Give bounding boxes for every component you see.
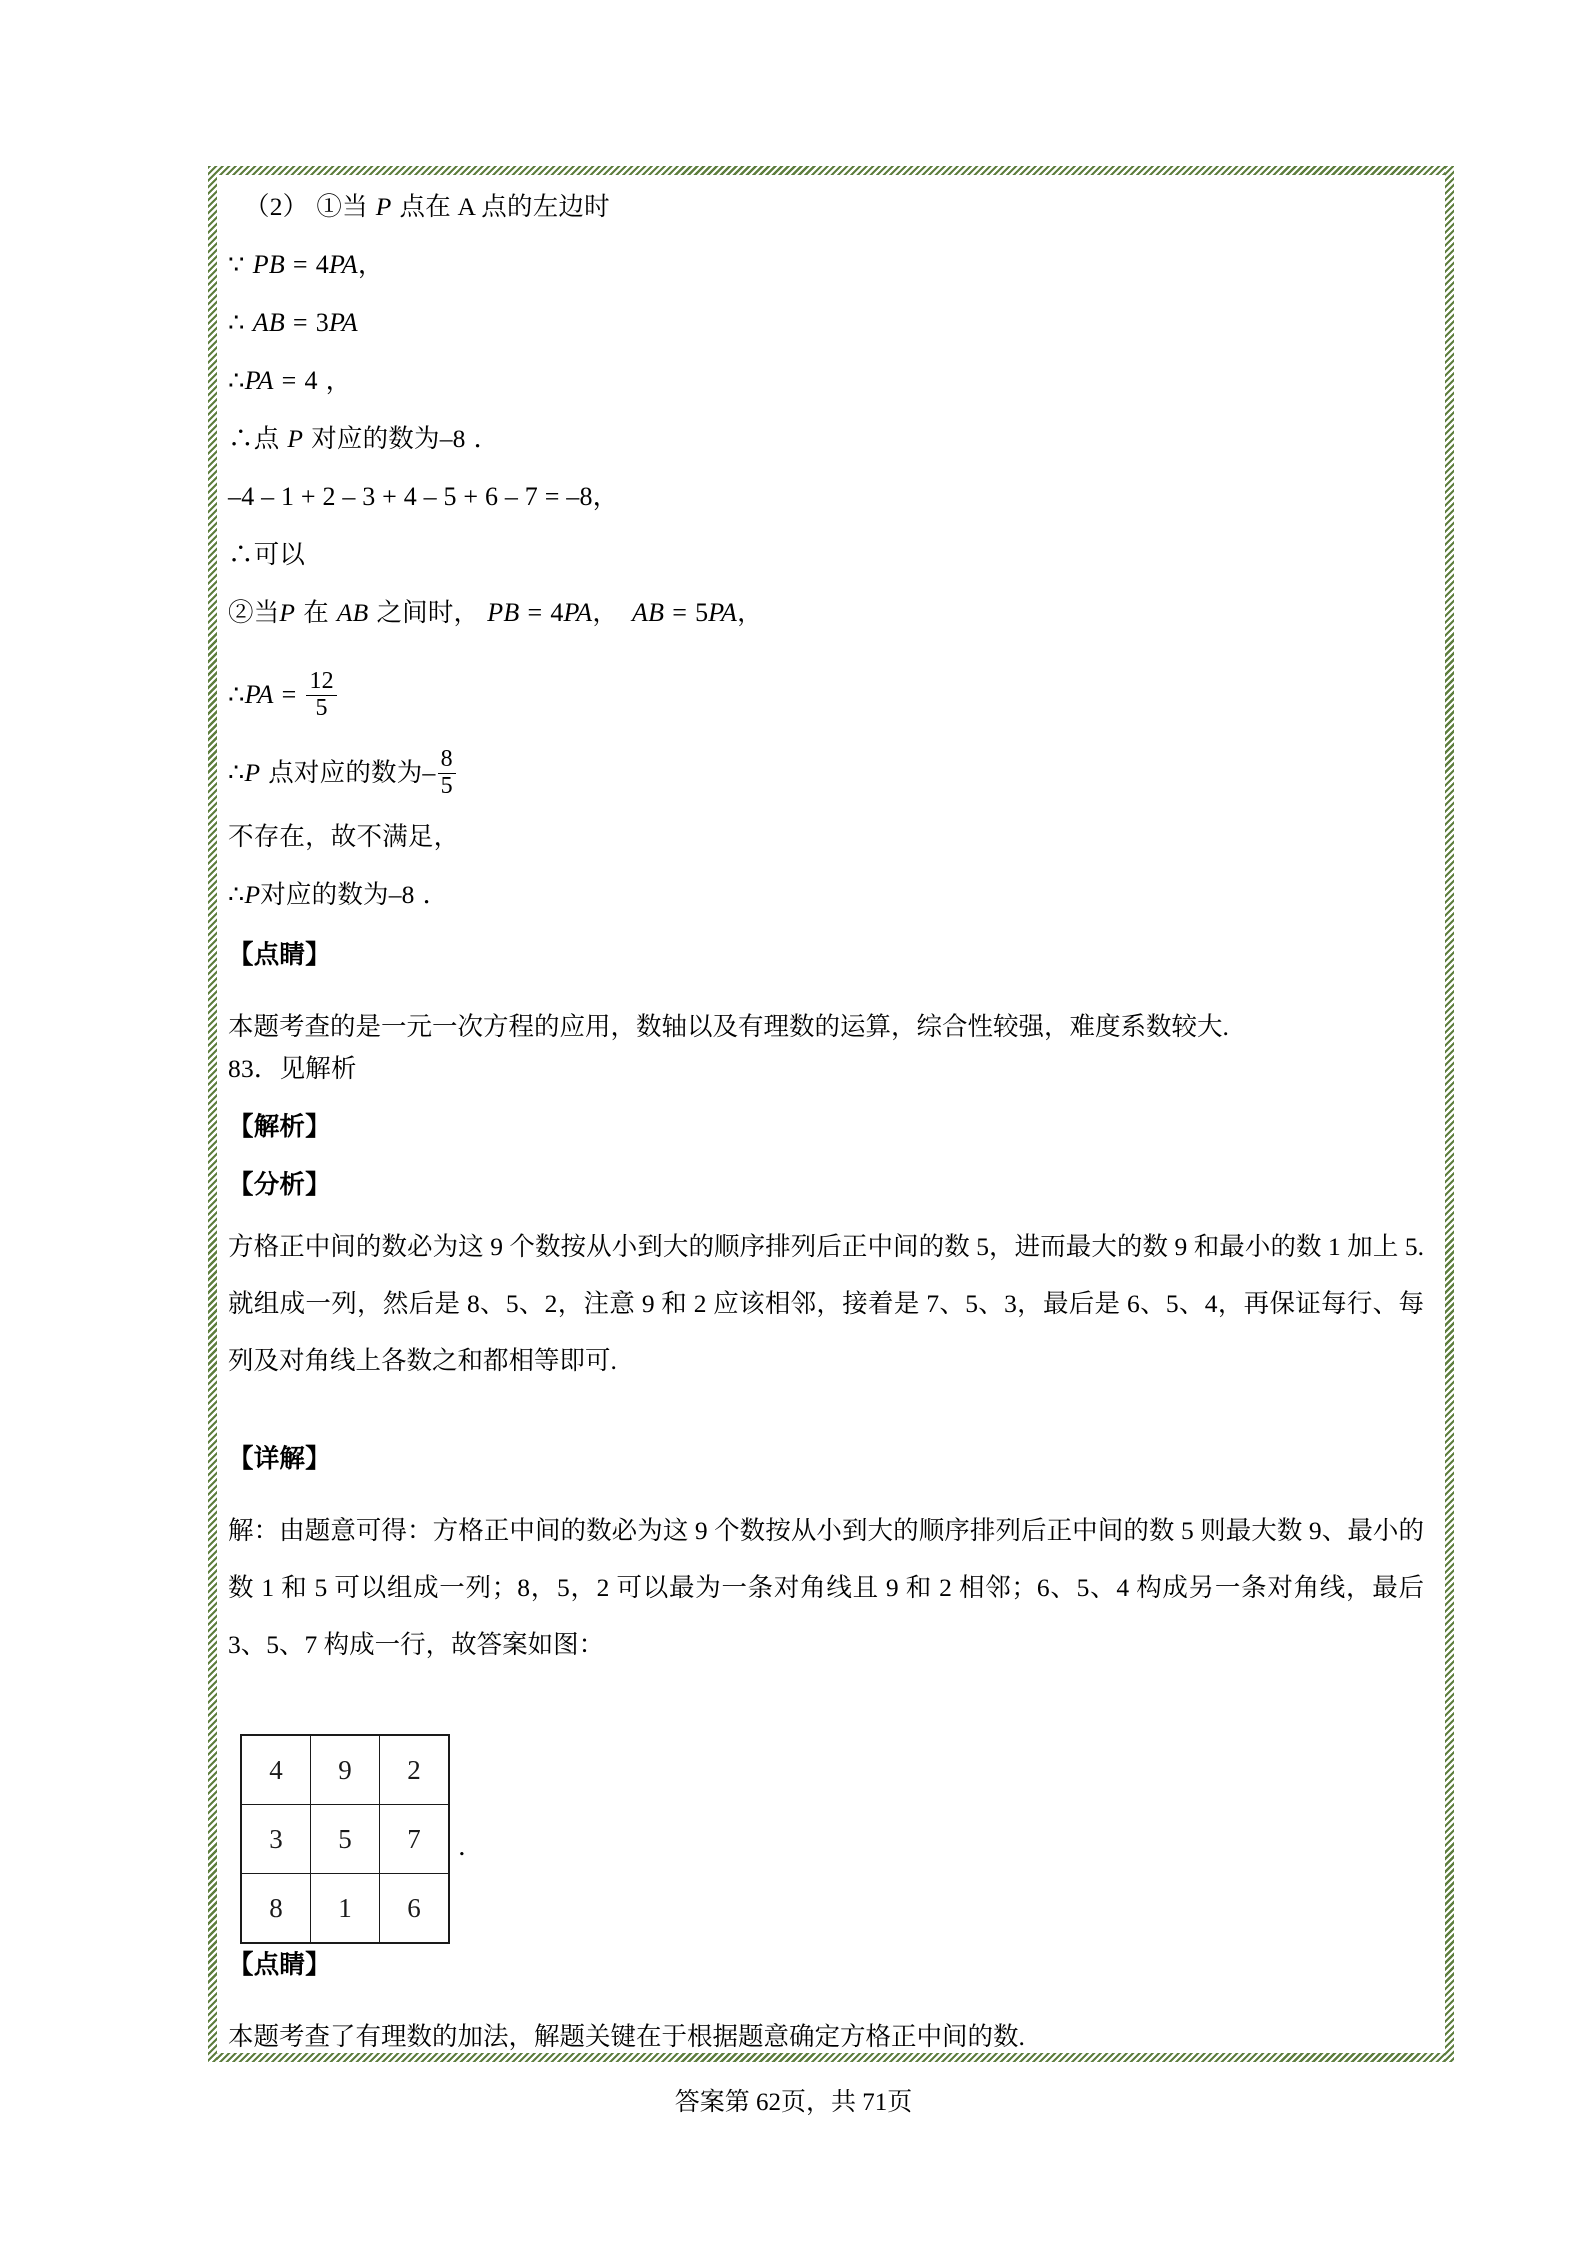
circled-two: ②: [228, 598, 254, 627]
eq2-comma: ，: [737, 598, 763, 627]
point-period: ．: [473, 424, 500, 453]
line-case2-heading: [228, 600, 763, 626]
case2-tail: 之间时，: [376, 598, 480, 627]
fraction-8-over-5: [438, 747, 456, 798]
case1-intro: 当: [342, 192, 368, 221]
eq-rhs-var: PA: [329, 308, 358, 337]
eq-op: =: [527, 598, 543, 627]
point-mid-text: 对应的数为: [311, 424, 440, 453]
because-symbol: ∵: [228, 250, 245, 279]
jiexi-label: 【解析】: [228, 1112, 331, 1141]
line-sum-expression: [228, 484, 619, 510]
therefore-symbol: ∴: [228, 679, 245, 709]
paragraph-dianjing-1-body: [228, 998, 1424, 1055]
line-therefore-AB-3PA: [228, 310, 358, 336]
eq2-lhs: AB: [632, 598, 665, 627]
cell-r2c3: 7: [380, 1805, 450, 1874]
eq-lhs: PA: [244, 366, 274, 395]
var-P: P: [244, 758, 261, 788]
line-point-P-value: [228, 426, 499, 452]
page-content: [226, 180, 1434, 2051]
xiangjie-label: 【详解】: [228, 1444, 331, 1473]
dianjing-label: 【点睛】: [228, 940, 331, 969]
final-P-text: 对应的数为: [260, 880, 389, 909]
art-border-right-edge: [1445, 166, 1454, 2062]
cell-r2c1: 3: [241, 1805, 311, 1874]
var-P: P: [375, 192, 392, 221]
fraction-numerator: 8: [440, 746, 453, 773]
section-heading-jiexi: [228, 1114, 331, 1140]
case2-mid: 在: [303, 598, 329, 627]
eq-comma: ，: [325, 366, 352, 395]
dianjing-2-label: 【点睛】: [228, 1950, 331, 1979]
therefore-symbol: ∴: [228, 540, 254, 569]
eq-lhs: PA: [244, 679, 274, 709]
dianjing-2-text: 本题考查了有理数的加法，解题关键在于根据题意确定方格正中间的数.: [228, 2022, 1025, 2051]
cell-r1c2: 9: [311, 1735, 380, 1805]
step-label: （2）: [244, 192, 309, 221]
section-heading-xiangjie: [228, 1446, 331, 1472]
eq-comma: ，: [357, 250, 385, 279]
line-because-PB-4PA: [228, 252, 384, 278]
art-border-top-edge: [208, 166, 1454, 175]
eq-lhs: PB: [252, 250, 285, 279]
final-P-value: –8: [388, 880, 415, 909]
therefore-symbol: ∴: [228, 758, 245, 788]
magic-square-trailing-period: ．: [458, 1834, 484, 1861]
eq2-rhs-var: PA: [708, 598, 738, 627]
sum-expression: –4 – 1 + 2 – 3 + 4 – 5 + 6 – 7 = –8: [228, 482, 593, 511]
paragraph-dianjing-2-body: [228, 2008, 1424, 2065]
eq-rhs-var: PA: [329, 250, 358, 279]
case2-intro: 当: [253, 598, 280, 627]
magic-square-table: [240, 1734, 450, 1944]
keyi-text: 可以: [253, 540, 306, 569]
cell-r1c3: 2: [380, 1735, 450, 1805]
line-P-value-fraction: [228, 746, 458, 801]
section-heading-fenxi: [228, 1172, 331, 1198]
cell-r1c1: 4: [241, 1735, 311, 1805]
table-row: [241, 1735, 449, 1805]
fraction-numerator: 12: [309, 668, 334, 695]
eq-lhs: PB: [487, 598, 520, 627]
fraction-denominator: 5: [306, 695, 336, 721]
art-border-left-edge: [208, 166, 217, 2062]
paragraph-fenxi-body: [228, 1218, 1424, 1389]
therefore-symbol: ∴: [228, 880, 245, 909]
var-P: P: [287, 424, 304, 453]
eq-lhs: AB: [252, 308, 285, 337]
point-prefix: 点: [253, 424, 280, 453]
therefore-symbol: ∴: [228, 308, 245, 337]
xiangjie-body-text: 解：由题意可得：方格正中间的数必为这 9 个数按从小到大的顺序排列后正中间的数 5 则最大数 9、最小的数 1 和 5 可以组成一列；8，5，2 可以最为一条对角线且 9 和 2 相邻；6、5、4 构成另一条对角线，最后 3、5、7 构成一行，故答案如图：: [228, 1516, 1424, 1659]
line-final-P-value: [228, 882, 448, 908]
eq-coefficient: 3: [315, 308, 329, 337]
circled-one: ①: [316, 192, 343, 221]
page-footer: [0, 2082, 1587, 2118]
line-case1-heading: [244, 194, 610, 220]
footer-page-text: 答案第 62页，共 71页: [674, 2089, 913, 2116]
therefore-symbol: ∴: [228, 366, 245, 395]
table-row: [241, 1874, 449, 1944]
cell-r3c3: 6: [380, 1874, 450, 1944]
line-PA-equals-fraction: [228, 668, 339, 723]
therefore-symbol: ∴: [228, 424, 254, 453]
fraction-12-over-5: [306, 669, 336, 720]
eq-coefficient: 4: [315, 250, 329, 279]
eq2-coefficient: 5: [695, 598, 709, 627]
var-P: P: [244, 880, 261, 909]
P-value-text: 点对应的数为: [268, 758, 423, 788]
eq-op: =: [281, 679, 297, 709]
line-item-83: [228, 1056, 357, 1082]
section-heading-dianjing-1: [228, 942, 331, 968]
cell-r2c2: 5: [311, 1805, 380, 1874]
negative-sign: –: [422, 758, 436, 788]
final-P-period: ．: [422, 880, 449, 909]
fraction-denominator: 5: [438, 773, 456, 799]
point-value: –8: [439, 424, 466, 453]
sum-comma: ，: [592, 482, 619, 511]
segment-AB: AB: [336, 598, 369, 627]
eq-comma: ，: [592, 598, 619, 627]
eq-rhs-var: PA: [563, 598, 593, 627]
not-exist-text: 不存在，故不满足，: [228, 822, 460, 851]
var-P: P: [279, 598, 296, 627]
table-row: [241, 1805, 449, 1874]
dianjing-1-text: 本题考查的是一元一次方程的应用，数轴以及有理数的运算，综合性较强，难度系数较大.: [228, 1012, 1229, 1041]
fenxi-body-text: 方格正中间的数必为这 9 个数按从小到大的顺序排列后正中间的数 5，进而最大的数 9 和最小的数 1 加上 5.就组成一列，然后是 8、5、2，注意 9 和 2 应该相邻，接着是 7、5、3，最后是 6、5、4，再保证每行、每列及对角线上各数之和都相等即可.: [228, 1232, 1424, 1375]
cell-r3c1: 8: [241, 1874, 311, 1944]
section-heading-dianjing-2: [228, 1952, 331, 1978]
eq-rhs: 4: [304, 366, 318, 395]
item-83-text: 83．见解析: [228, 1054, 357, 1083]
eq-op: =: [281, 366, 297, 395]
paragraph-xiangjie-body: [228, 1502, 1424, 1673]
eq2-op: =: [672, 598, 688, 627]
eq-op: =: [292, 250, 308, 279]
line-not-exist: [228, 824, 459, 850]
eq-op: =: [292, 308, 308, 337]
line-therefore-PA-4: [228, 368, 352, 394]
line-therefore-keyi: [228, 542, 305, 568]
case1-tail: 点在 A 点的左边时: [399, 192, 610, 221]
cell-r3c2: 1: [311, 1874, 380, 1944]
eq-coefficient: 4: [550, 598, 564, 627]
fenxi-label: 【分析】: [228, 1170, 331, 1199]
